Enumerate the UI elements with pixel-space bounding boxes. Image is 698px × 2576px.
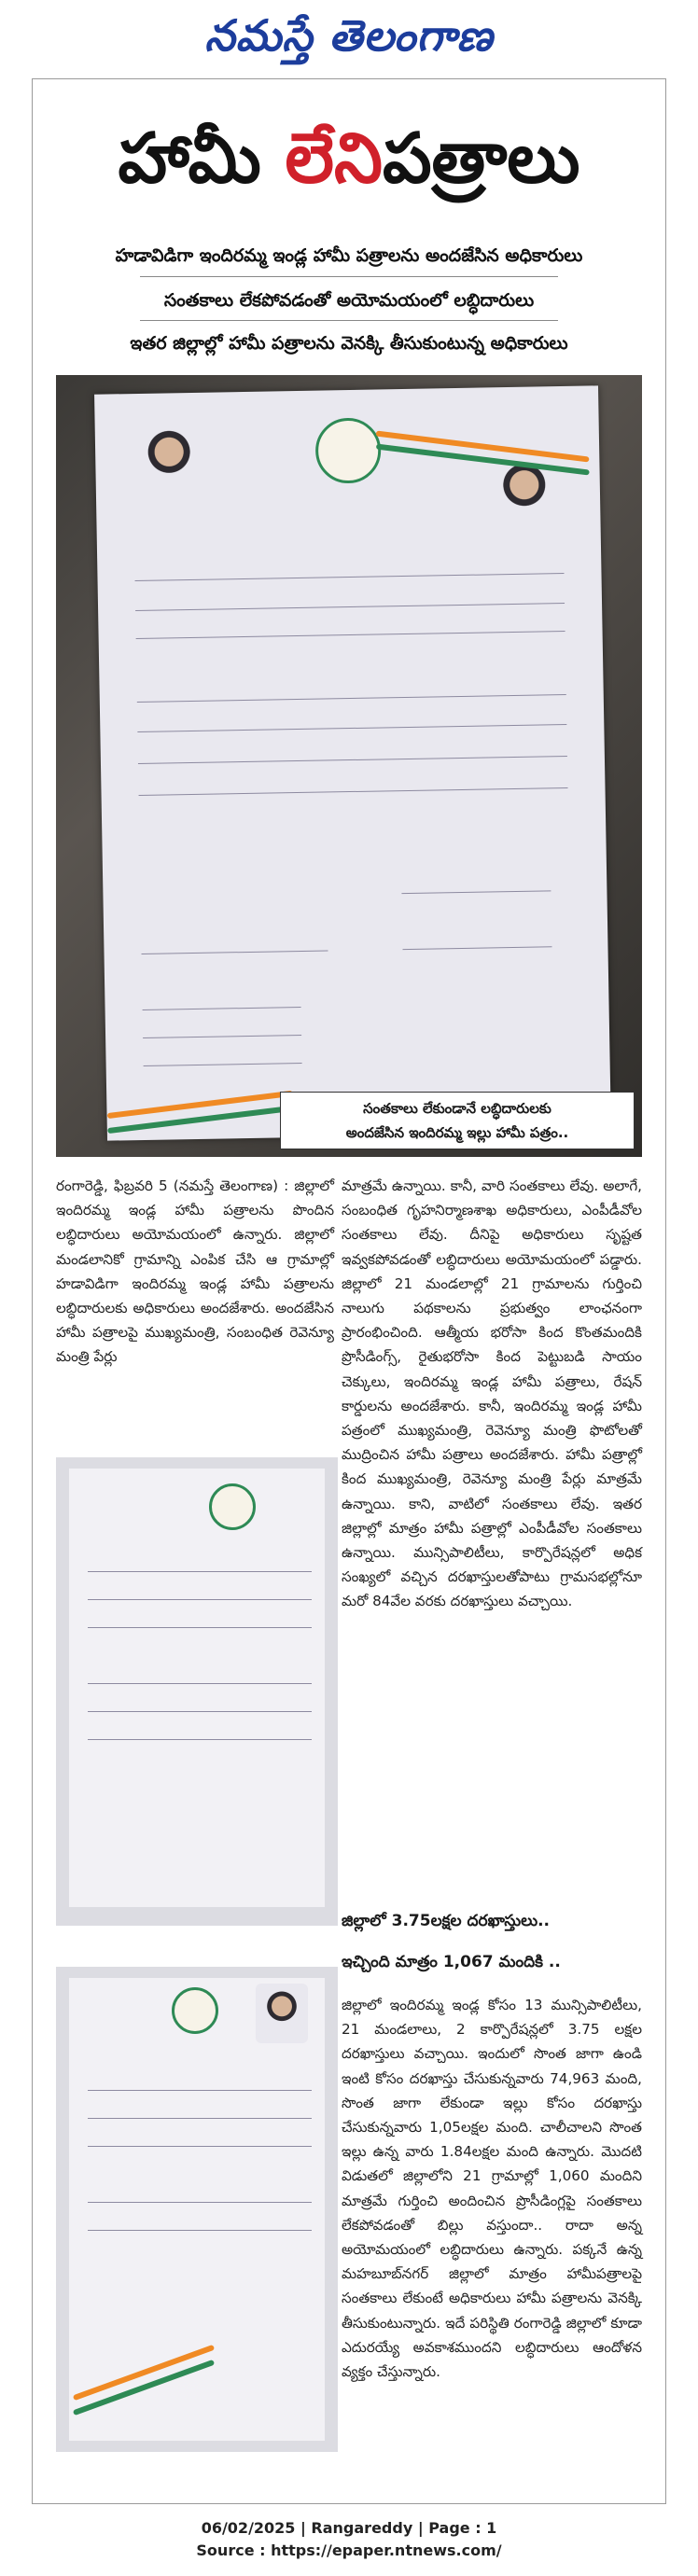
document-photo-2[interactable] [56, 1967, 338, 2452]
document-line [88, 1571, 312, 1572]
document-line [88, 2230, 312, 2231]
document-line [401, 890, 551, 894]
headline-part-1: హామీ [118, 118, 286, 199]
document-line [88, 2090, 312, 2091]
assurance-document [94, 385, 611, 1140]
headline-part-2-accent: లేని [285, 118, 383, 199]
document-line [142, 950, 328, 954]
document-line [137, 724, 566, 732]
cm-portrait [133, 419, 207, 506]
headline [32, 112, 666, 205]
document-line [88, 1711, 312, 1712]
state-emblem-icon [209, 1483, 256, 1530]
main-photo[interactable] [56, 375, 642, 1157]
document-line [138, 756, 567, 764]
subheading-granted: ఇచ్చింది మాత్రం 1,067 మందికి .. [342, 1953, 561, 1971]
subheading-applications: జిల్లాలో 3.75లక్షల దరఖాస్తులు.. [342, 1912, 551, 1930]
document-line [143, 1007, 301, 1010]
flag-stripe-saffron [73, 2345, 215, 2401]
state-emblem-icon [315, 417, 382, 483]
photo-caption [280, 1092, 635, 1149]
footer-dateline: 06/02/2025 | Rangareddy | Page : 1 [201, 2519, 497, 2537]
document-line [88, 2146, 312, 2147]
document-line [88, 1683, 312, 1684]
deck-line-3: ఇతర జిల్లాల్లో హామీ పత్రాలను వెనక్కి తీసుకుంటున్న అధికారులు [130, 333, 568, 354]
headline-part-3: పత్రాలు [382, 118, 580, 199]
flag-stripe-saffron [107, 1091, 293, 1119]
assurance-document [69, 1978, 325, 2441]
document-line [135, 603, 565, 611]
document-line [139, 787, 568, 796]
document-line [137, 694, 566, 703]
caption-line-2: అందజేసిన ఇందిరమ్మ ఇల్లు హామీ పత్రం.. [345, 1124, 569, 1141]
document-line [402, 946, 551, 950]
assurance-document [69, 1469, 325, 1907]
document-line [88, 1599, 312, 1600]
article-right-column: మాత్రమే ఉన్నాయి. కానీ, వారి సంతకాలు లేవు. అలాగే, సంబంధిత గృహనిర్మాణశాఖ అధికారులు, ఎంపీడీవోల సంతకాలు లేవు. దీనిపై అధికారులు సృష్టత ఇవ్వకపోవడంతో లబ్ధిదారులు అయోమయంలో పడ్డారు. జిల్లాలో 21 మండలాల్లో 21 గ్రామాలను గుర్తించి నాలుగు పథకాలను ప్రభుత్వం లాంఛనంగా ప్రారంభించింది. ఆత్మీయ భరోసా కింద కొంతమందికి ప్రొసీడింగ్స్, రైతుభరోసా కింద పెట్టుబడి సాయం చెక్కులు, ఇందిరమ్మ ఇండ్ల హామీ పత్రాలు, రేషన్ కార్డులను అందజేశారు. కానీ, ఇందిరమ్మ ఇండ్ల హామీ పత్రంలో ముఖ్యమంత్రి, రెవెన్యూ మంత్రి ఫొటోలతో ముద్రించిన హామీ పత్రాలు అందజేశారు. హామీ పత్రాల్లో కింద ముఖ్యమంత్రి, రెవెన్యూ మంత్రి పేర్లు మాత్రమే ఉన్నాయి. కాని, వాటిలో సంతకాలు లేవు. ఇతర జిల్లాల్లో మాత్రం హామీ పత్రాల్లో ఎంపీడీవోల సంతకాలు ఉన్నాయి. మున్సిపాలిటీలు, కార్పొరేషన్లలో అధిక సంఖ్యలో వచ్చిన దరఖాస్తులతోపాటు గ్రామసభల్లోనూ మరో 84వేల వరకు దరఖాస్తులు వచ్చాయి. [342, 1177, 642, 1610]
state-emblem-icon [172, 1987, 218, 2034]
caption-line-1: సంతకాలు లేకుండానే లబ్ధిదారులకు [363, 1100, 551, 1117]
document-line [88, 1627, 312, 1628]
deck-divider [140, 276, 558, 277]
masthead-logo[interactable]: నమస్తే తెలంగాణ [204, 10, 494, 61]
article-left-column: రంగారెడ్డి, ఫిబ్రవరి 5 (నమస్తే తెలంగాణ) : జిల్లాలో ఇందిరమ్మ ఇండ్ల హామీ పత్రాలను పొందిన లబ్ధిదారులు అయోమయంలో ఉన్నారు. జిల్లాలో మండలానికో గ్రామాన్ని ఎంపిక చేసి ఆ గ్రామాల్లో హడావిడిగా ఇందిరమ్మ ఇండ్ల హామీ పత్రాలను లబ్ధిదారులకు అధికారులు అందజేశారు. అందజేసిన హామీ పత్రాలపై ముఖ్యమంత్రి, సంబంధిత రెవెన్యూ మంత్రి పేర్లు [56, 1177, 334, 1366]
deck-divider [140, 320, 558, 321]
document-line [135, 573, 565, 581]
document-line [144, 1063, 302, 1066]
deck-line-1: హడావిడిగా ఇందిరమ్మ ఇండ్ల హామీ పత్రాలను అందజేసిన అధికారులు [115, 245, 583, 266]
minister-portrait [256, 1984, 308, 2043]
article-right-column-continued: జిల్లాలో ఇందిరమ్మ ఇండ్ల కోసం 13 మున్సిపాలిటీలు, 21 మండలాలు, 2 కార్పొరేషన్లలో 3.75 లక్షల దరఖాస్తులు వచ్చాయి. ఇందులో సొంత జాగా ఉండి ఇంటి కోసం దరఖాస్తు చేసుకున్నవారు 74,963 మంది, సొంత జాగా లేకుండా ఇల్లు కోసం దరఖాస్తు చేసుకున్నవారు 1,05లక్షల మంది. చాలీచాలని సొంత ఇల్లు ఉన్న వారు 1.84లక్షల మంది ఉన్నారు. మొదటి విడుతలో జిల్లాలోని 21 గ్రామాల్లో 1,060 మందిని మాత్రమే గుర్తించి అందించిన ప్రొసీడింగ్లపై సంతకాలు లేకపోవడంతో బిల్లు వస్తుందా.. రాదా అన్న అయోమయంలో లబ్ధిదారులు ఉన్నారు. పక్కనే ఉన్న మహబూబ్‌నగర్ జిల్లాలో మాత్రం హామీపత్రాలపై సంతకాలు లేకుంటే అధికారులు హామీ పత్రాలను వెనక్కి తీసుకుంటున్నారు. ఇదే పరిస్థితి రంగారెడ్డి జిల్లాలో కూడా ఎదురయ్యే అవకాశముందని లబ్ధిదారులు ఆందోళన వ్యక్తం చేస్తున్నారు. [342, 1997, 642, 2381]
document-line [88, 2202, 312, 2203]
document-photo-1[interactable] [56, 1457, 338, 1926]
document-line [136, 631, 565, 639]
document-line [143, 1035, 301, 1038]
deck-line-2: సంతకాలు లేకపోవడంతో అయోమయంలో లబ్ధిదారులు [163, 290, 535, 311]
footer-source-link[interactable]: Source : https://epaper.ntnews.com/ [196, 2541, 502, 2559]
document-line [88, 1739, 312, 1740]
document-line [88, 2118, 312, 2119]
